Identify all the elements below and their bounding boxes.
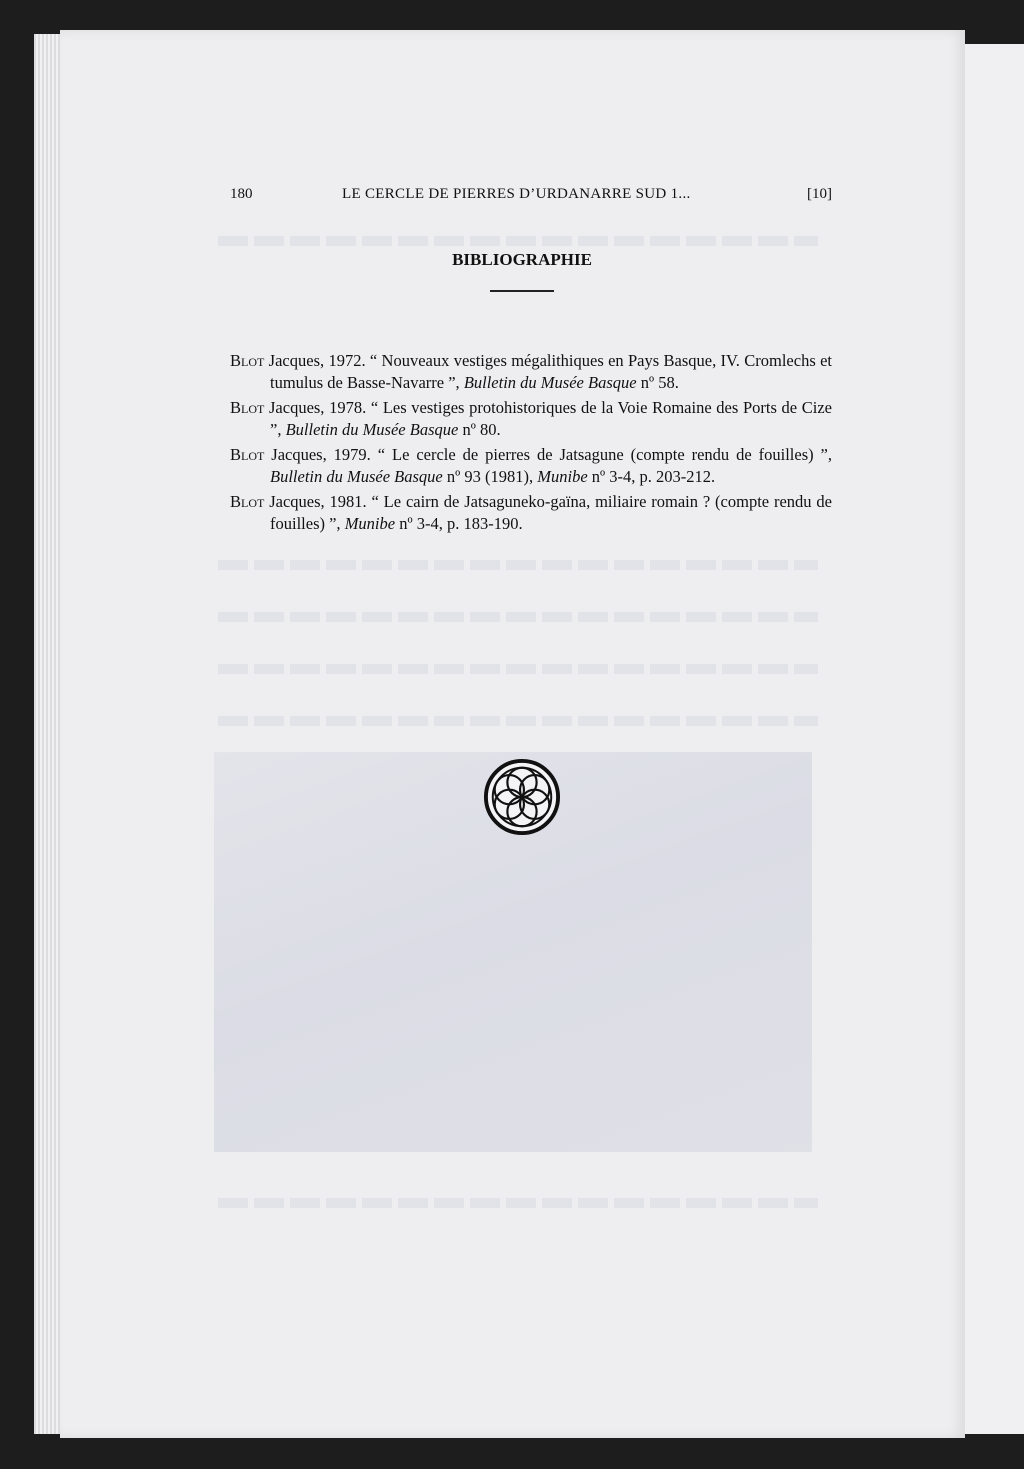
show-through-line — [218, 236, 818, 246]
entry-author: Blot — [230, 398, 265, 417]
entry-issue: nº 3-4, p. 183-190. — [395, 514, 523, 533]
show-through-line — [218, 612, 818, 622]
entry-text: Jacques, 1981. “ Le cairn de Jatsaguneko-gaïna, miliaire romain ? (compte rendu de fouilles) ”, — [264, 492, 832, 533]
entry-text: Jacques, 1978. “ Les vestiges protohistoriques de la Voie Romaine des Ports de Cize ”, — [264, 398, 832, 439]
entry-text: Jacques, 1979. “ Le cercle de pierres de Jatsagune (compte rendu de fouilles) ”, — [264, 445, 832, 464]
running-title: LE CERCLE DE PIERRES D’URDANARRE SUD 1... — [342, 186, 691, 202]
adjacent-page — [962, 44, 1024, 1434]
entry-author: Blot — [230, 445, 265, 464]
entry-journal: Bulletin du Musée Basque — [270, 467, 443, 486]
page-number: 180 — [230, 186, 253, 202]
entry-author: Blot — [230, 351, 265, 370]
heading-rule — [490, 290, 554, 292]
bibliography-entry — [230, 397, 832, 441]
bibliography-list — [230, 350, 832, 538]
running-header — [230, 186, 832, 208]
rosette-emblem-icon — [483, 758, 561, 836]
bibliography-entry — [230, 491, 832, 535]
entry-author: Blot — [230, 492, 265, 511]
show-through-line — [218, 716, 818, 726]
bibliography-heading: BIBLIOGRAPHIE — [452, 250, 592, 269]
show-through-line — [218, 664, 818, 674]
entry-pages: nº 3-4, p. 203-212. — [587, 467, 716, 486]
entry-journal: Munibe — [344, 514, 396, 533]
entry-text: Jacques, 1972. “ Nouveaux vestiges mégalithiques en Pays Basque, IV. Cromlechs et tumulus de Basse-Navarre ”, — [264, 351, 832, 392]
show-through-line — [218, 1198, 818, 1208]
entry-journal: Bulletin du Musée Basque — [463, 373, 637, 392]
entry-issue: nº 80. — [458, 420, 501, 439]
bibliography-entry — [230, 444, 832, 488]
bibliography-entry — [230, 350, 832, 394]
show-through-line — [218, 560, 818, 570]
entry-issue: nº 58. — [636, 373, 679, 392]
section-reference: [10] — [807, 186, 832, 202]
entry-issue: nº 93 (1981), — [442, 467, 538, 486]
entry-journal: Bulletin du Musée Basque — [285, 420, 459, 439]
entry-journal-2: Munibe — [537, 467, 588, 486]
